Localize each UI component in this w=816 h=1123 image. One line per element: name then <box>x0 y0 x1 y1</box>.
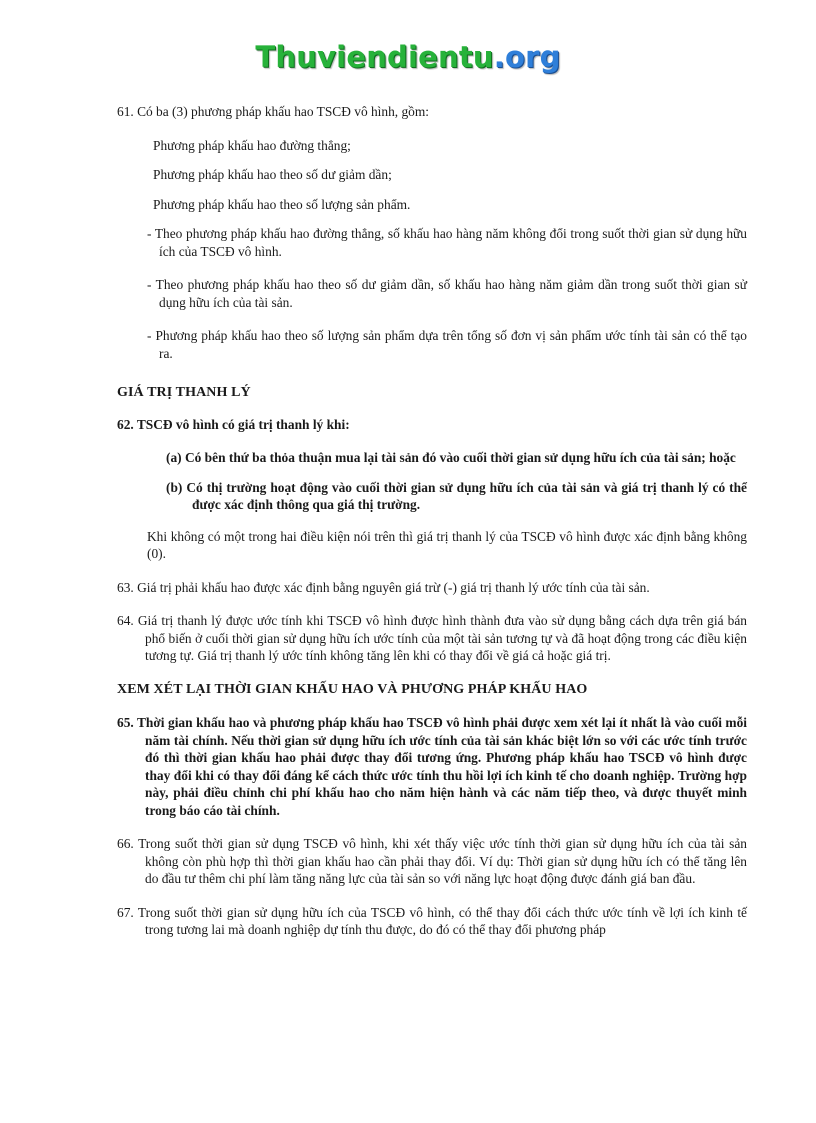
paragraph-67: 67. Trong suốt thời gian sử dụng hữu ích của TSCĐ vô hình, có thể thay đổi cách thức ước tính về lợi ích kinh tế trong tương lai mà doanh nghiệp dự tính thu được, do đó có thể thay đổi phương pháp <box>117 904 747 937</box>
document-body <box>117 103 747 939</box>
logo-text-domain: .org <box>493 40 561 74</box>
paragraph-61-intro: 61. Có ba (3) phương pháp khấu hao TSCĐ vô hình, gồm: <box>117 104 430 119</box>
paragraph-64: 64. Giá trị thanh lý được ước tính khi TSCĐ vô hình được hình thành đưa vào sử dụng bằng cách dựa trên giá bán phổ biến ở cuối thời gian sử dụng hữu ích ước tính của một tài sản tương tự và đã hoạt động trong các điều kiện tương tự. Giá trị thanh lý ước tính không tăng lên khi có thay đổi về giá cả hoặc giá trị. <box>117 613 747 663</box>
paragraph-62b: (b) Có thị trường hoạt động vào cuối thời gian sử dụng hữu ích của tài sản và giá trị thanh lý có thể được xác định thông qua giá thị trường. <box>166 479 747 512</box>
paragraph-63: 63. Giá trị phải khấu hao được xác định bằng nguyên giá trừ (-) giá trị thanh lý ước tính của tài sản. <box>117 579 650 595</box>
section-heading-residual-value: GIÁ TRỊ THANH LÝ <box>117 385 251 400</box>
site-logo <box>0 40 816 74</box>
method-declining-balance: Phương pháp khấu hao theo số dư giảm dần; <box>153 167 392 182</box>
dash-item-straight-line: - Theo phương pháp khấu hao đường thẳng, số khấu hao hàng năm không đổi trong suốt thời gian sử dụng hữu ích của TSCĐ vô hình. <box>147 226 747 259</box>
paragraph-62: 62. TSCĐ vô hình có giá trị thanh lý khi: <box>117 416 350 432</box>
dash-item-units-of-production: - Phương pháp khấu hao theo số lượng sản phẩm dựa trên tổng số đơn vị sản phẩm ước tính tài sản có thể tạo ra. <box>147 328 747 361</box>
section-heading-review: XEM XÉT LẠI THỜI GIAN KHẤU HAO VÀ PHƯƠNG PHÁP KHẤU HAO <box>117 681 588 697</box>
paragraph-62-note: Khi không có một trong hai điều kiện nói trên thì giá trị thanh lý của TSCĐ vô hình được xác định bằng không (0). <box>147 528 747 561</box>
paragraph-65: 65. Thời gian khấu hao và phương pháp khấu hao TSCĐ vô hình phải được xem xét lại ít nhất là vào cuối mỗi năm tài chính. Nếu thời gian sử dụng hữu ích ước tính của tài sản khác biệt lớn so với các ước tính trước đó thì thời gian khấu hao phải được thay đổi tương ứng. Phương pháp khấu hao TSCĐ vô hình được thay đổi khi có thay đổi đáng kể cách thức ước tính thu hồi lợi ích kinh tế cho doanh nghiệp. Trường hợp này, phải điều chỉnh chi phí khấu hao cho năm hiện hành và các năm tiếp theo, và được thuyết minh trong báo cáo tài chính. <box>117 715 747 818</box>
dash-item-declining-balance: - Theo phương pháp khấu hao theo số dư giảm dần, số khấu hao hàng năm giảm dần trong suốt thời gian sử dụng hữu ích của tài sản. <box>147 277 747 310</box>
paragraph-62a: (a) Có bên thứ ba thỏa thuận mua lại tài sản đó vào cuối thời gian sử dụng hữu ích của tài sản; hoặc <box>166 450 736 465</box>
logo-text-main: Thuviendientu <box>255 40 494 74</box>
method-straight-line: Phương pháp khấu hao đường thẳng; <box>153 137 351 153</box>
paragraph-66: 66. Trong suốt thời gian sử dụng TSCĐ vô hình, khi xét thấy việc ước tính thời gian sử dụng hữu ích của tài sản không còn phù hợp thì thời gian khấu hao cần phải thay đổi. Ví dụ: Thời gian sử dụng hữu ích có thể tăng lên do đầu tư thêm chi phí làm tăng năng lực của tài sản so với năng lực hoạt động được đánh giá ban đầu. <box>117 836 747 886</box>
method-units-of-production: Phương pháp khấu hao theo số lượng sản phẩm. <box>153 196 411 212</box>
